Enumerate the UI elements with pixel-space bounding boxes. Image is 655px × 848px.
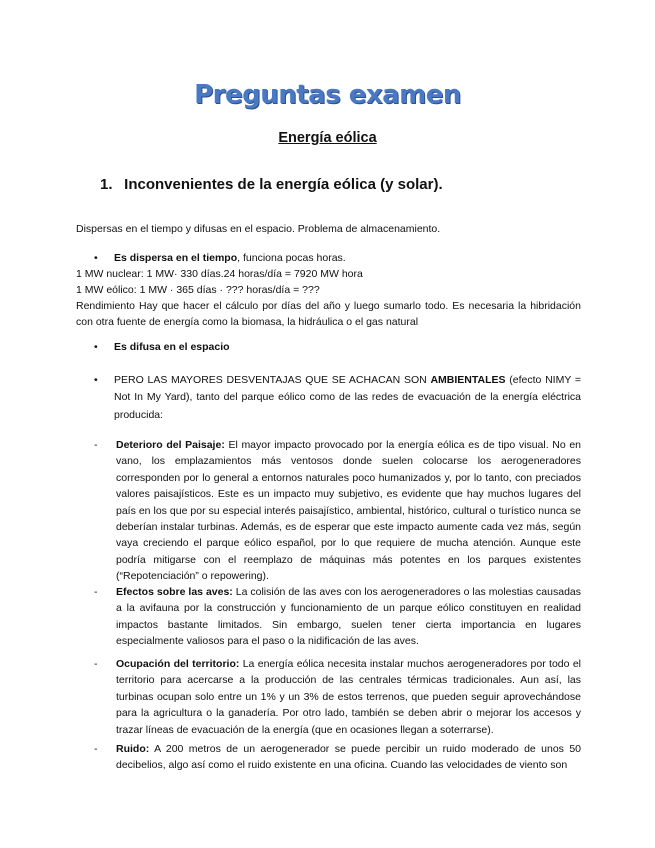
section-subtitle: Energía eólica: [278, 130, 377, 146]
bullet-marker: •: [94, 374, 98, 386]
bullet-post-text: (efecto NIMY = Not In My Yard), tanto del parque eólico como de las redes de evacuación de la energía eléctrica producida:: [114, 374, 581, 421]
bullet-bold-text: Es difusa en el espacio: [114, 341, 230, 353]
question-text: Inconvenientes de la energía eólica (y solar).: [124, 176, 443, 193]
calc-line-nuclear: 1 MW nuclear: 1 MW· 330 días.24 horas/día = 7920 MW hora: [76, 268, 363, 280]
bullet-rest-text: , funciona pocas horas.: [237, 252, 346, 264]
rendimiento-paragraph: Rendimiento Hay que hacer el cálculo por días del año y luego sumarlo todo. Es necesaria la hibridación con otra fuente de energía como la biomasa, la hidráulica o el gas natural: [76, 300, 581, 329]
dash-marker: -: [94, 586, 98, 598]
item-term: Ocupación del territorio:: [116, 658, 240, 670]
intro-paragraph: Dispersas en el tiempo y difusas en el espacio. Problema de almacenamiento.: [76, 223, 441, 235]
item-term: Efectos sobre las aves:: [116, 586, 233, 598]
item-text: La colisión de las aves con los aerogeneradores o las molestias causadas a la avifauna por la construcción y funcionamiento de un parque eólico constituyen en realidad impactos bastante limitados. Sin embargo, suelen tener cierta importancia en lugares especialmente valiosos para el paso o la nidificación de las aves.: [116, 586, 581, 648]
question-heading: [100, 176, 443, 193]
dash-marker: -: [94, 658, 98, 670]
dash-marker: -: [94, 743, 98, 755]
bullet-desventajas-ambientales: [94, 372, 581, 424]
dash-marker: -: [94, 439, 98, 451]
calc-line-eolico: 1 MW eólico: 1 MW · 365 días · ??? horas/día = ???: [76, 284, 320, 296]
list-item-aves: [94, 584, 581, 650]
list-item-ruido: [94, 741, 581, 774]
bullet-bold-text: Es dispersa en el tiempo: [114, 252, 238, 264]
list-item-territorio: [94, 656, 581, 738]
item-text: La energía eólica necesita instalar muchos aerogeneradores por todo el territorio para acercarse a la producción de las centrales térmicas tradicionales. Aun así, las turbinas ocupan solo entre un 1% y un 3% de estos terrenos, que pueden seguir aprovechándose para la agricultura o la ganadería. Por otro lado, también se deben abrir o mejorar los accesos y trazar líneas de evacuación de la energía (que en ocasiones llegan a soterrarse).: [116, 658, 581, 736]
bullet-difusa-espacio: [94, 339, 581, 356]
item-term: Ruido:: [116, 743, 150, 755]
bullet-bold-text: AMBIENTALES: [430, 374, 506, 386]
page-title: Preguntas examen: [194, 80, 461, 110]
item-term: Deterioro del Paisaje:: [116, 439, 225, 451]
bullet-marker: •: [94, 252, 98, 264]
bullet-marker: •: [94, 341, 98, 353]
item-text: A 200 metros de un aerogenerador se puede percibir un ruido moderado de unos 50 decibelios, algo así como el ruido existente en una oficina. Cuando las velocidades de viento son: [116, 743, 581, 772]
question-number: 1.: [100, 176, 113, 193]
bullet-dispersa-tiempo: [94, 250, 581, 267]
item-text: El mayor impacto provocado por la energía eólica es de tipo visual. No en vano, los emplazamientos más ventosos donde suelen colocarse los aerogeneradores corresponden por lo general a entornos naturales poco humanizados y, por lo tanto, con preciados valores paisajísticos. Este es un impacto muy subjetivo, es evidente que hay muchos lugares del país en los que por su especial interés paisajístico, ambiental, histórico, cultural o turístico nunca se deberían instalar turbinas. Además, es de esperar que este impacto aumente cada vez más, según vaya creciendo el parque eólico español, por lo que requiere de mucha atención. Aunque este podría mitigarse con el reemplazo de máquinas más potentes en los parques existentes (“Repotenciación” o repowering).: [116, 439, 582, 583]
list-item-paisaje: [94, 437, 581, 585]
bullet-pre-text: PERO LAS MAYORES DESVENTAJAS QUE SE ACHACAN SON: [114, 374, 431, 386]
